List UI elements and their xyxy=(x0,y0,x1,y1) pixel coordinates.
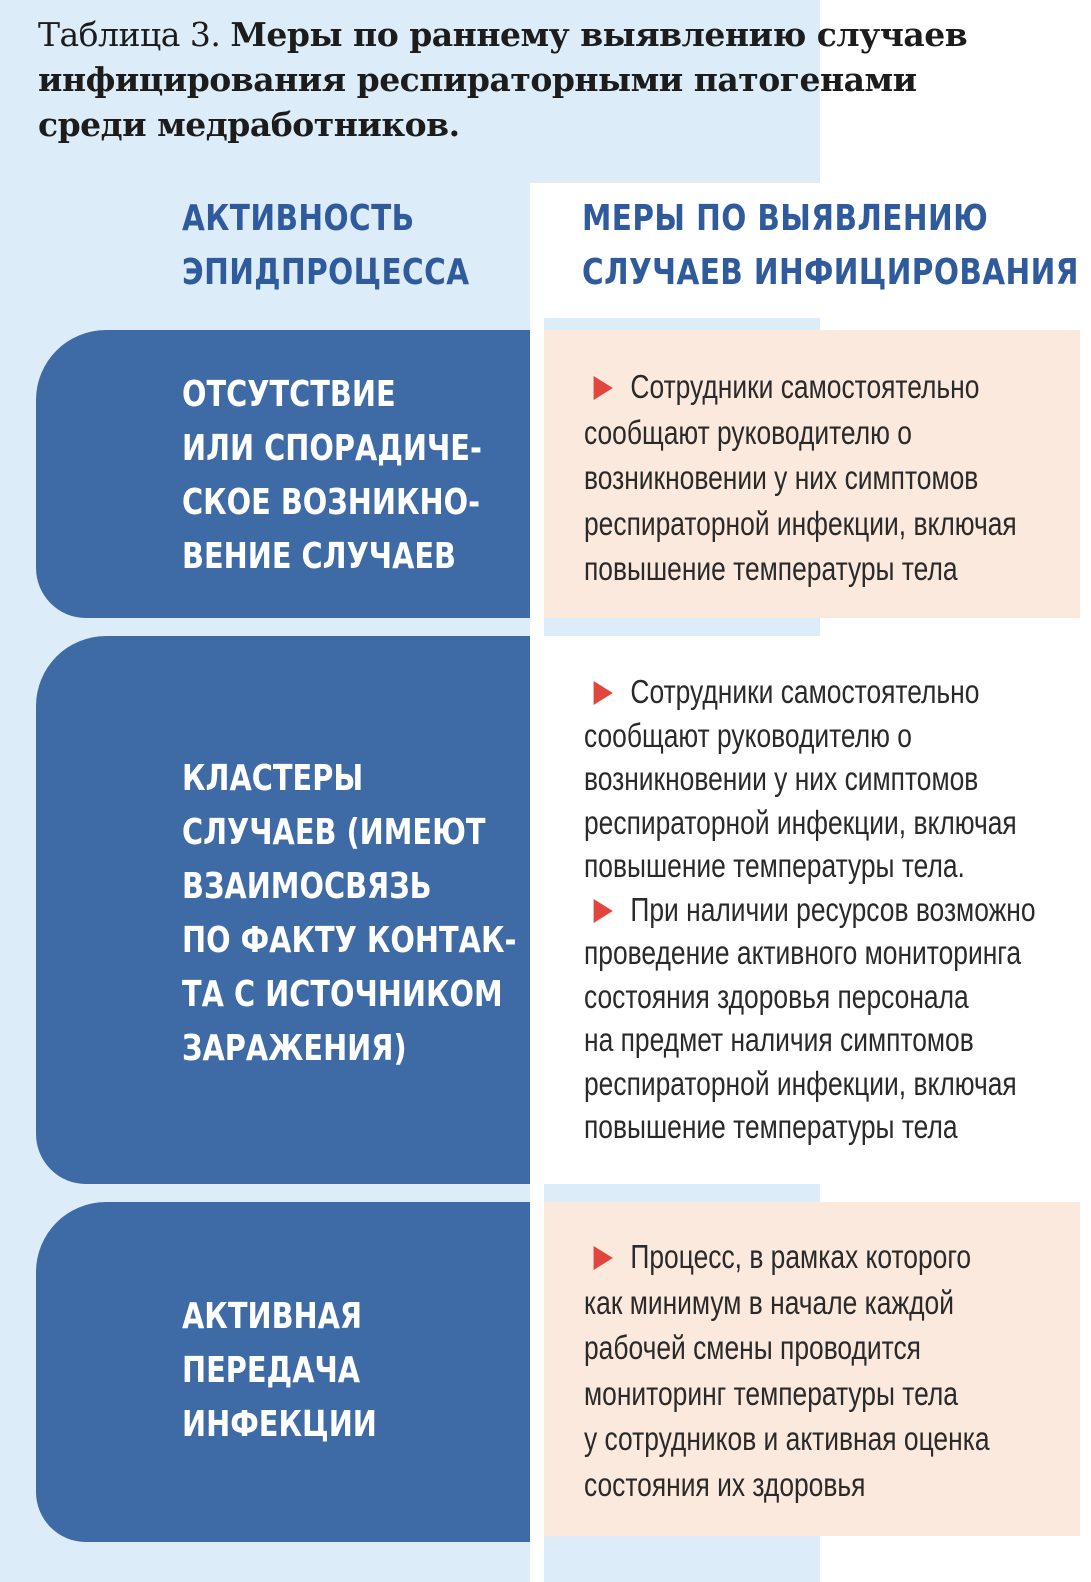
measure-line: состояния их здоровья xyxy=(584,1465,866,1503)
measure-line: мониторинг температуры тела xyxy=(584,1374,958,1412)
activity-line: СЛУЧАЕВ (ИМЕЮТ xyxy=(182,812,486,853)
measure-line: рабочей смены проводится xyxy=(584,1329,921,1366)
measure-line: респираторной инфекции, включая xyxy=(584,1064,1017,1102)
activity-line: ИНФЕКЦИИ xyxy=(182,1404,377,1445)
red-triangle-bullet-icon xyxy=(594,376,613,400)
table-title xyxy=(38,12,1038,147)
measure-line: повышение температуры тела. xyxy=(584,847,965,884)
title-line-3: среди медработников. xyxy=(38,105,460,144)
activity-line: ПО ФАКТУ КОНТАК- xyxy=(182,920,517,961)
header-line: СЛУЧАЕВ ИНФИЦИРОВАНИЯ xyxy=(582,252,1079,293)
activity-label-row-1 xyxy=(182,368,534,584)
header-line: МЕРЫ ПО ВЫЯВЛЕНИЮ xyxy=(582,198,989,239)
activity-line: ИЛИ СПОРАДИЧЕ- xyxy=(182,428,482,469)
title-line-1: Меры по раннему выявлению случаев xyxy=(230,15,968,54)
measure-line: респираторной инфекции, включая xyxy=(584,504,1017,542)
measures-text-row-2 xyxy=(584,670,1072,1149)
measure-line: повышение температуры тела xyxy=(584,550,958,587)
activity-line: ТА С ИСТОЧНИКОМ xyxy=(182,974,503,1015)
red-triangle-bullet-icon xyxy=(594,899,613,923)
measure-line: Процесс, в рамках которого xyxy=(630,1238,972,1275)
measure-line: на предмет наличия симптомов xyxy=(584,1021,974,1058)
measure-line: Сотрудники самостоятельно xyxy=(630,368,980,405)
column-header-measures xyxy=(582,192,1079,300)
red-triangle-bullet-icon xyxy=(594,1246,613,1270)
header-line: АКТИВНОСТЬ xyxy=(182,198,415,239)
header-line: ЭПИДПРОЦЕССА xyxy=(182,252,470,293)
activity-line: ОТСУТСТВИЕ xyxy=(182,374,396,415)
measure-line: респираторной инфекции, включая xyxy=(584,803,1017,841)
activity-line: КЛАСТЕРЫ xyxy=(182,758,364,799)
activity-line: ЗАРАЖЕНИЯ) xyxy=(182,1028,407,1069)
measure-line: сообщают руководителю о xyxy=(584,413,912,451)
measure-line: как минимум в начале каждой xyxy=(584,1283,954,1321)
measure-line: сообщают руководителю о xyxy=(584,716,912,754)
measure-line: При наличии ресурсов возможно xyxy=(630,890,1036,928)
measure-line: состояния здоровья персонала xyxy=(584,977,969,1015)
activity-label-row-2 xyxy=(182,752,534,1076)
measure-line: Сотрудники самостоятельно xyxy=(630,673,980,710)
activity-label-row-3 xyxy=(182,1290,534,1452)
activity-line: ВЕНИЕ СЛУЧАЕВ xyxy=(182,536,456,577)
table-number: Таблица 3. xyxy=(38,15,221,54)
activity-line: ВЗАИМОСВЯЗЬ xyxy=(182,866,432,907)
red-triangle-bullet-icon xyxy=(594,681,613,705)
measure-line: у сотрудников и активная оценка xyxy=(584,1420,990,1457)
measure-line: проведение активного мониторинга xyxy=(584,934,1022,971)
column-header-activity xyxy=(182,192,510,300)
measures-text-row-3 xyxy=(584,1234,1072,1507)
activity-line: ПЕРЕДАЧА xyxy=(182,1350,361,1391)
title-line-2: инфицирования респираторными патогенами xyxy=(38,60,917,99)
measure-line: возникновении у них симптомов xyxy=(584,459,979,496)
measures-text-row-1 xyxy=(584,364,1072,592)
measure-line: возникновении у них симптомов xyxy=(584,760,979,797)
measure-line: повышение температуры тела xyxy=(584,1108,958,1145)
activity-line: АКТИВНАЯ xyxy=(182,1296,363,1337)
activity-line: СКОЕ ВОЗНИКНО- xyxy=(182,482,481,523)
